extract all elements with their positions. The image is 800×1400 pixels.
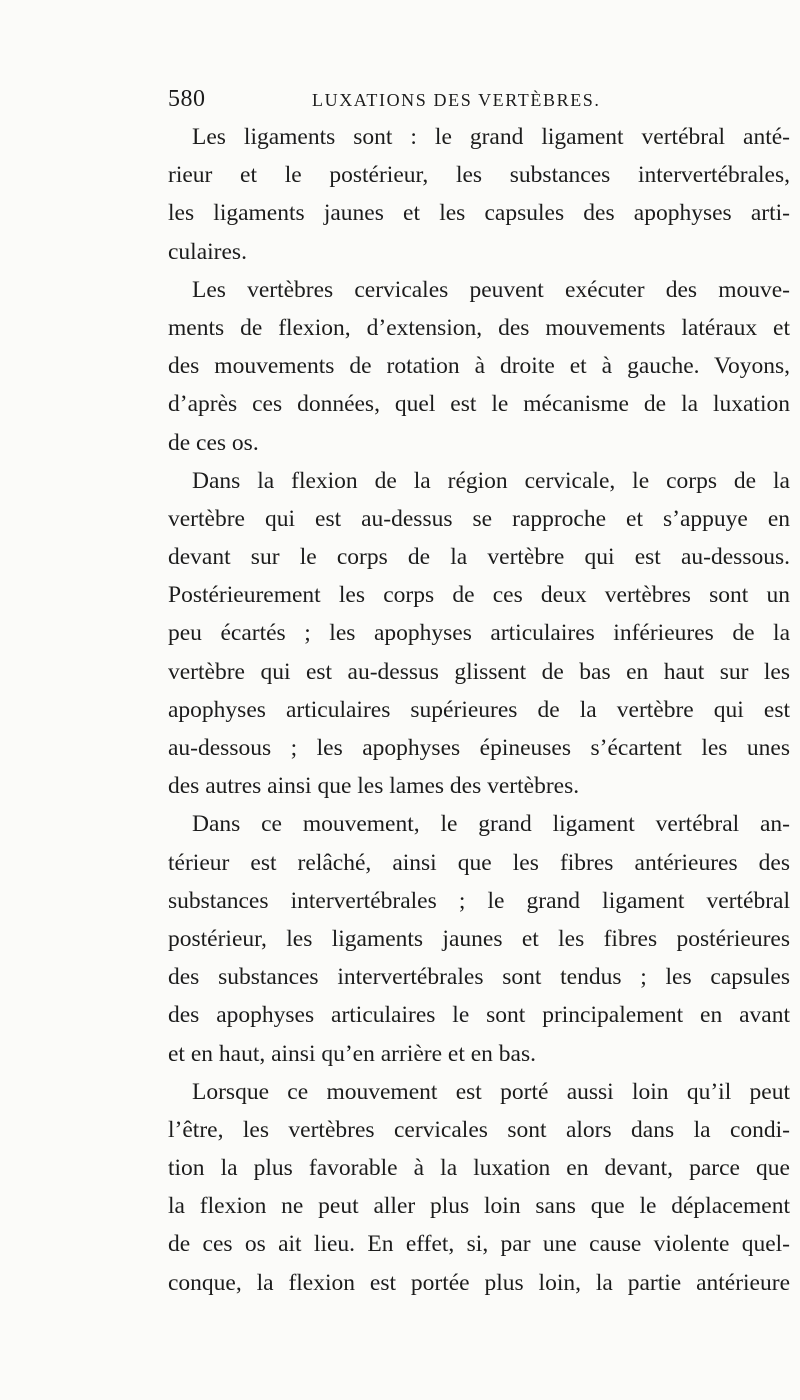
text-line: vertèbre qui est au-dessus se rapproche et s’appuye en (168, 505, 790, 532)
text-line: rieur et le postérieur, les substances intervertébrales, (168, 162, 790, 189)
text-line: devant sur le corps de la vertèbre qui est au-dessous. (168, 544, 790, 571)
text-line: au-dessous ; les apophyses épineuses s’écartent les unes (168, 735, 790, 761)
text-line: apophyses articulaires supérieures de la vertèbre qui est (168, 696, 790, 723)
text-line: Les ligaments sont : le grand ligament vertébral anté- (192, 124, 790, 150)
text-line: vertèbre qui est au-dessus glissent de bas en haut sur les (168, 658, 790, 685)
text-line: des autres ainsi que les lames des vertèbres. (168, 773, 580, 800)
text-line: la flexion ne peut aller plus loin sans que le déplacement (168, 1193, 790, 1220)
body-text (168, 118, 790, 1302)
text-line: Postérieurement les corps de ces deux vertèbres sont un (168, 582, 790, 609)
text-line: Dans ce mouvement, le grand ligament vertébral an- (192, 811, 790, 838)
text-line: d’après ces données, quel est le mécanisme de la luxation (168, 391, 790, 418)
text-line: de ces os ait lieu. En effet, si, par une cause violente quel- (168, 1231, 790, 1258)
text-line: des apophyses articulaires le sont principalement en avant (168, 1002, 790, 1029)
running-title: LUXATIONS DES VERTÈBRES. (312, 90, 601, 110)
text-line: postérieur, les ligaments jaunes et les fibres postérieures (168, 925, 790, 952)
text-line: et en haut, ainsi qu’en arrière et en bas. (168, 1040, 537, 1067)
text-line: de ces os. (168, 429, 259, 456)
text-line: l’être, les vertèbres cervicales sont alors dans la condi- (168, 1116, 790, 1143)
text-line: peu écartés ; les apophyses articulaires inférieures de la (168, 620, 790, 647)
running-head (168, 82, 628, 116)
text-line: substances intervertébrales ; le grand ligament vertébral (168, 887, 790, 914)
text-line: Dans la flexion de la région cervicale, le corps de la (192, 467, 790, 494)
text-line: culaires. (168, 238, 247, 265)
text-line: Les vertèbres cervicales peuvent exécuter des mouve- (192, 276, 790, 303)
text-line: Lorsque ce mouvement est porté aussi loin qu’il peut (192, 1078, 790, 1105)
text-line: les ligaments jaunes et les capsules des apophyses arti- (168, 200, 790, 227)
text-line: conque, la flexion est portée plus loin, la partie antérieure (168, 1269, 790, 1296)
text-line: des substances intervertébrales sont tendus ; les capsules (168, 964, 790, 991)
text-line: térieur est relâché, ainsi que les fibres antérieures des (168, 849, 790, 876)
text-line: ments de flexion, d’extension, des mouvements latéraux et (168, 314, 790, 341)
page-number: 580 (168, 86, 206, 112)
text-line: des mouvements de rotation à droite et à gauche. Voyons, (168, 353, 790, 380)
text-line: tion la plus favorable à la luxation en devant, parce que (168, 1155, 790, 1182)
